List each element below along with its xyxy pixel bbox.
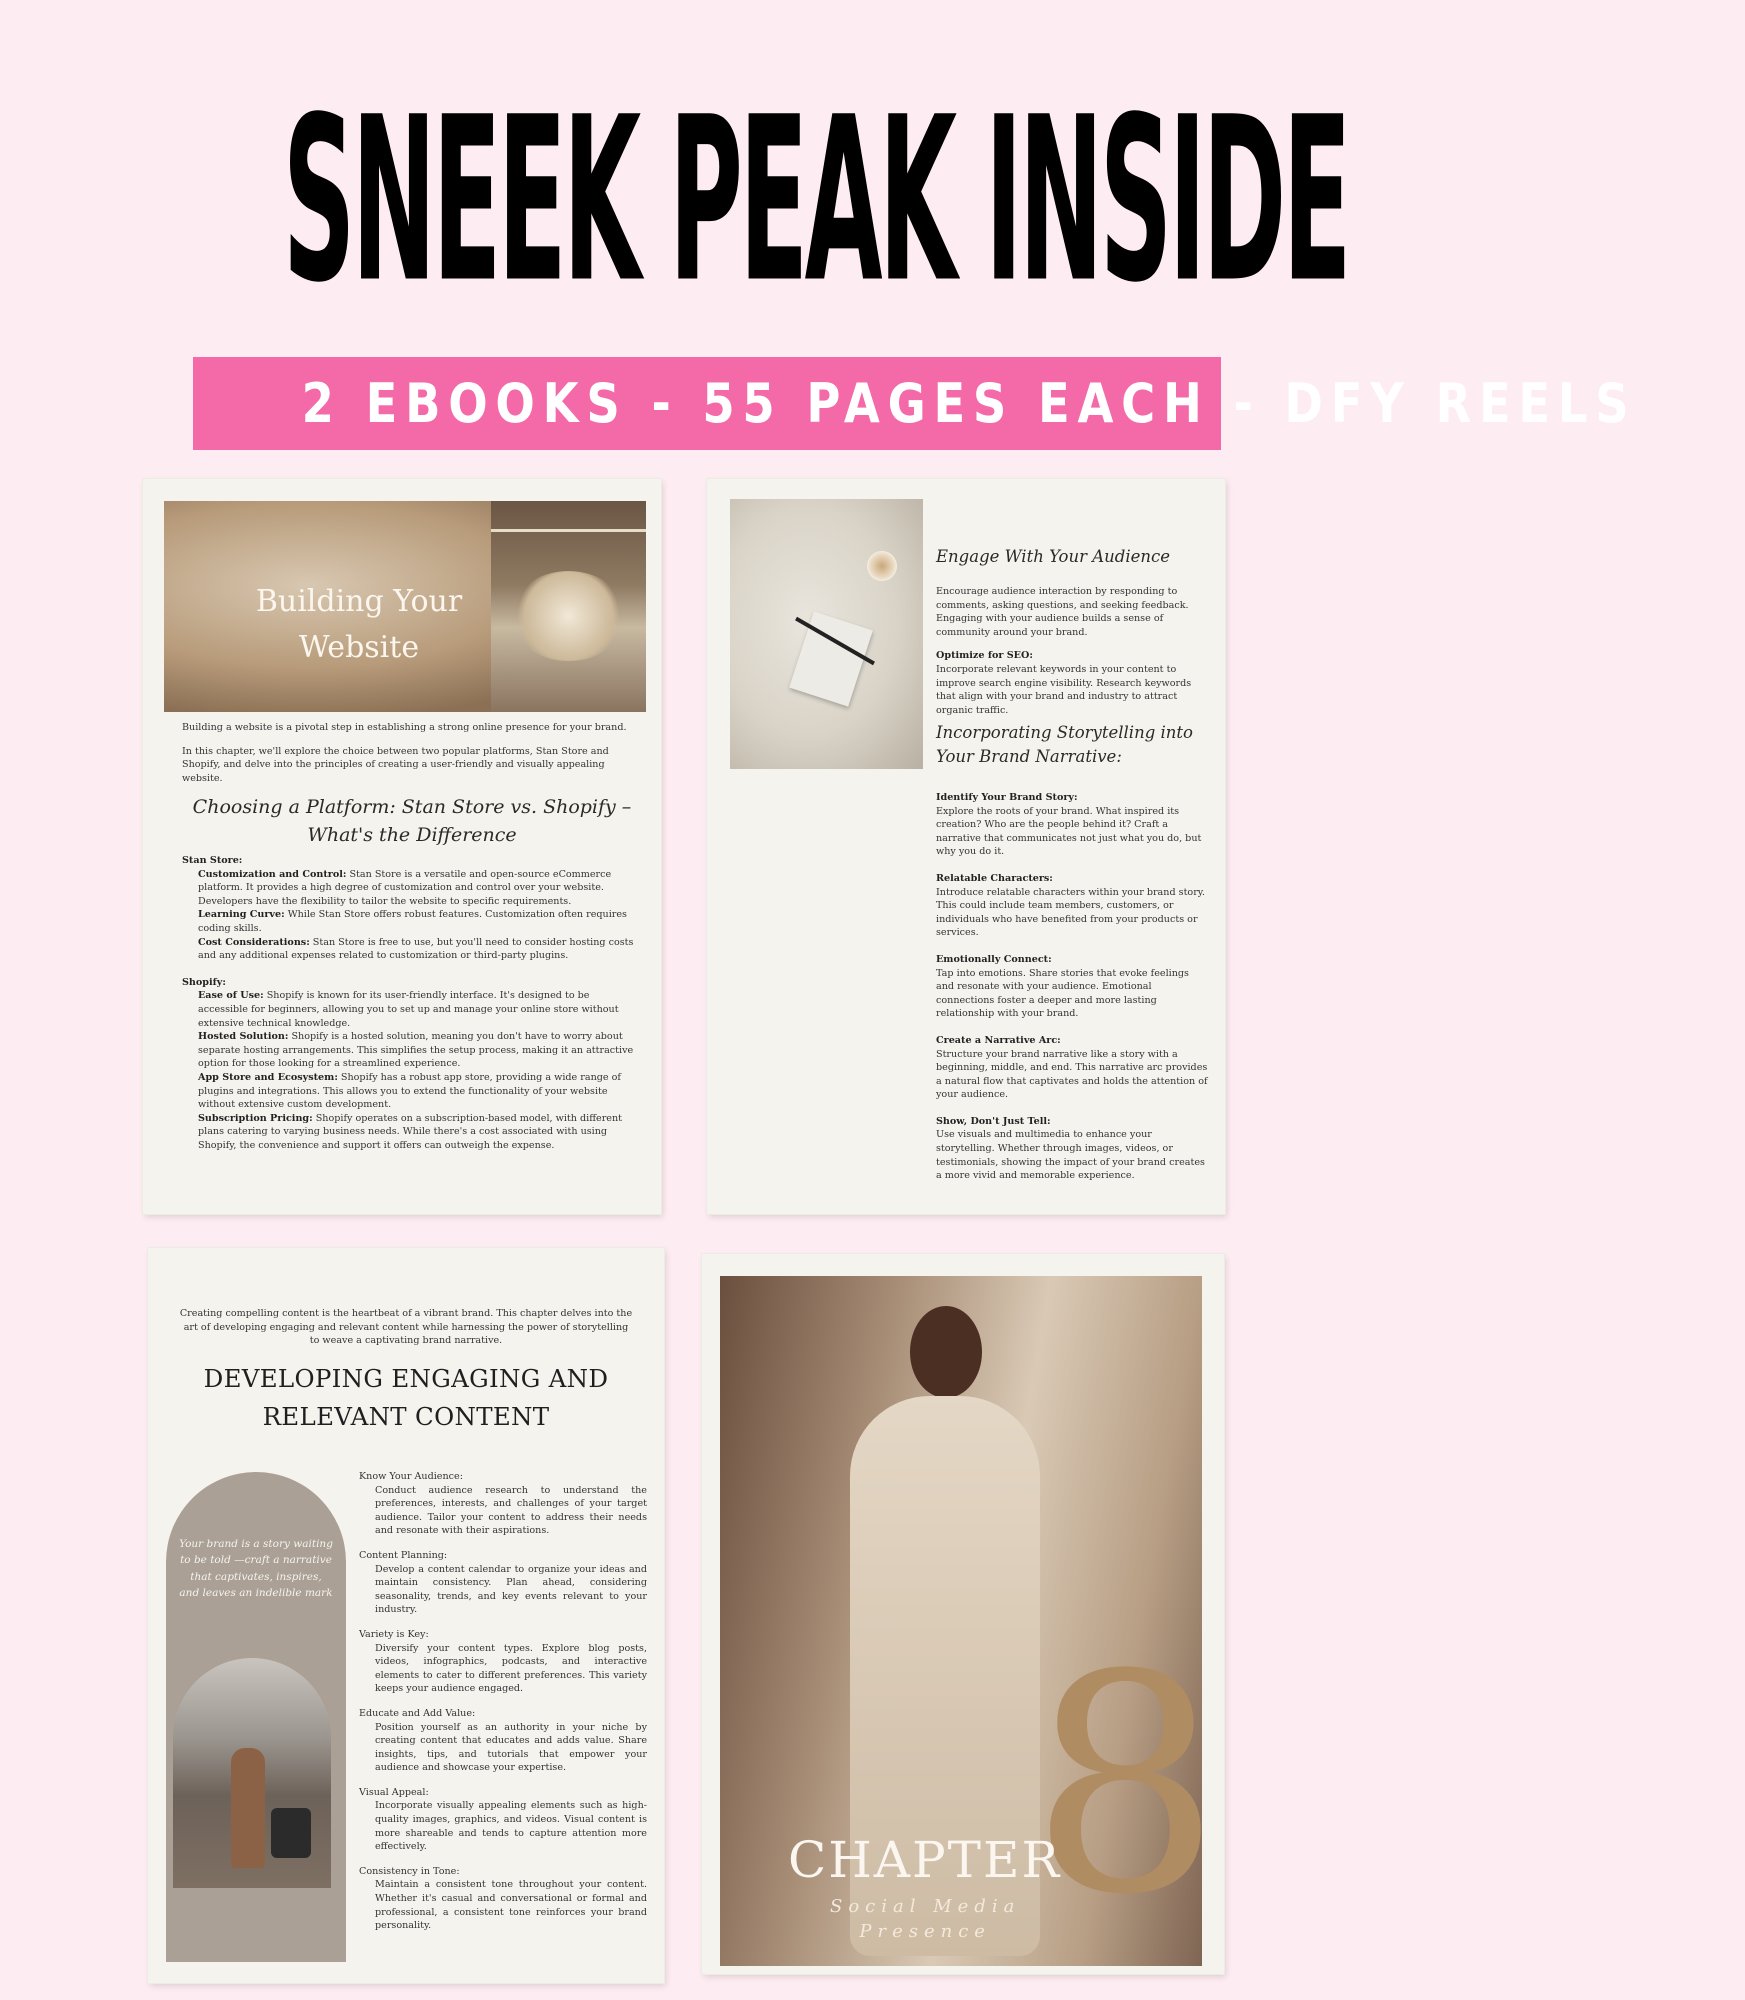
promo-banner-text: 2 EBOOKS - 55 PAGES EACH - DFY REELS <box>301 372 1637 435</box>
intro-paragraph: In this chapter, we'll explore the choice between two popular platforms, Stan Store and Shopify, and delve into the principles of creating a user-friendly and visually appealing website. <box>182 745 609 784</box>
pull-quote: Your brand is a story waiting to be told —craft a narrative that captivates, inspires, and leaves an indelible mark <box>179 1538 333 1599</box>
list-item: Emotionally Connect: Tap into emotions. Share stories that evoke feelings and resonate with your audience. Emotional connections foster a deeper and more lasting relationship with your brand. <box>936 953 1189 1020</box>
shelf-photo <box>491 501 646 712</box>
stroller-shape <box>271 1808 311 1858</box>
ebook-page-content <box>148 1248 664 1983</box>
stan-heading: Stan Store: <box>182 855 243 866</box>
cup-shape <box>867 551 897 581</box>
subtitle-line: Social Media <box>830 1896 1021 1917</box>
ebook-chapter-cover <box>702 1254 1224 1974</box>
list-item: Know Your Audience: Conduct audience research to understand the preferences, interests, and challenges of your target audience. Tailor your content to address their needs and resonate with their aspirations. <box>359 1471 647 1537</box>
list-item: Consistency in Tone: Maintain a consistent tone throughout your content. Whether it's casual and conversational or formal and professional, a consistent tone reinforces your brand personality. <box>359 1865 647 1932</box>
shopify-list <box>182 989 642 1152</box>
list-item: Content Planning: Develop a content calendar to organize your ideas and maintain consistency. Plan ahead, considering seasonality, trends, and key events relevant to your industry. <box>359 1549 647 1616</box>
woman-head <box>910 1306 982 1398</box>
notebook-shape <box>789 611 873 706</box>
section-title: Choosing a Platform: Stan Store vs. Shopify – What's the Difference <box>192 796 632 846</box>
engage-text: Encourage audience interaction by responding to comments, asking questions, and seeking feedback. Engaging with your audience builds a sense of community around your brand. <box>936 586 1189 638</box>
seo-text: Incorporate relevant keywords in your content to improve search engine visibility. Research keywords that align with your brand and industry to attract organic traffic. <box>936 663 1192 716</box>
desk-photo <box>730 499 923 769</box>
storytelling-title: Incorporating Storytelling into Your Brand Narrative: <box>936 723 1193 766</box>
list-item: Show, Don't Just Tell: Use visuals and multimedia to enhance your storytelling. Whether through images, videos, or testimonials, showing the impact of your brand creates a more vivid and memorable experience. <box>936 1115 1205 1182</box>
title-line: DEVELOPING ENGAGING AND <box>203 1364 609 1393</box>
park-photo <box>173 1658 331 1888</box>
shopify-heading: Shopify: <box>182 976 226 988</box>
hero-image <box>164 501 646 712</box>
list-item: App Store and Ecosystem: Shopify has a robust app store, providing a wide range of plugins and integrations. This allows you to extend the functionality of your website without extensive custom development. <box>198 1071 621 1111</box>
list-item: Identify Your Brand Story: Explore the roots of your brand. What inspired its creation? Who are the people behind it? Craft a narrative that communicates not just what you do, but why you do it. <box>936 792 1202 858</box>
list-item: Educate and Add Value: Position yourself as an authority in your niche by creating content that educates and adds value. Share insights, tips, and tutorials that empower your audience and showcase your expertise. <box>359 1707 647 1774</box>
stan-list <box>182 868 642 963</box>
list-item: Customization and Control: Stan Store is a versatile and open-source eCommerce platform. It provides a high degree of customization and control over your website. Developers have the flexibility to tailor the website to specific requirements. <box>198 868 612 907</box>
intro-text <box>182 721 642 795</box>
storytelling-list <box>936 791 1208 1183</box>
engage-title: Engage With Your Audience <box>936 547 1171 566</box>
cover-photo <box>720 1276 1221 1966</box>
headline: SNEEK PEAK INSIDE <box>282 67 1348 333</box>
subtitle-line: Presence <box>859 1921 991 1942</box>
promo-banner <box>193 357 1637 450</box>
list-item: Subscription Pricing: Shopify operates on a subscription-based model, with different plans catering to varying business needs. While there's a cost associated with using Shopify, the convenience and support it offers can outweigh the expense. <box>198 1112 623 1151</box>
ebook-page-storytelling <box>707 479 1225 1214</box>
seo-label: Optimize for SEO: <box>936 650 1033 662</box>
chapter-subtitle <box>830 1894 1020 1944</box>
list-item: Ease of Use: Shopify is known for its user-friendly interface. It's designed to be accessible for beginners, allowing you to set up and manage your online store without extensive technical knowledge. <box>198 990 619 1029</box>
chapter-word: CHAPTER <box>788 1831 1062 1889</box>
hero-title: Building Your Website <box>255 584 463 665</box>
woman-figure <box>231 1748 265 1868</box>
list-item: Create a Narrative Arc: Structure your brand narrative like a story with a beginning, middle, and end. This narrative arc provides a natural flow that captivates and holds the attention of your audience. <box>936 1034 1208 1101</box>
lead-text: Creating compelling content is the heartbeat of a vibrant brand. This chapter delves into the art of developing engaging and relevant content while harnessing the power of storytelling to weave a captivating brand narrative. <box>179 1308 633 1347</box>
list-item: Cost Considerations: Stan Store is free to use, but you'll need to consider hosting costs and any additional expenses related to customization or third-party plugins. <box>198 936 634 962</box>
title-line: RELEVANT CONTENT <box>262 1402 550 1431</box>
chapter-number: 8 <box>1030 1611 1221 1960</box>
ebook-page-building-website <box>143 479 661 1214</box>
content-tips-list <box>359 1470 647 1944</box>
list-item: Variety is Key: Diversify your content types. Explore blog posts, videos, infographics, podcasts, and interactive elements to cater to different preferences. This variety keeps your audience engaged. <box>359 1628 647 1695</box>
platform-comparison <box>182 854 642 1152</box>
list-item: Relatable Characters: Introduce relatable characters within your brand story. This could include team members, customers, or individuals who have benefited from your products or services. <box>936 872 1205 939</box>
list-item: Visual Appeal: Incorporate visually appealing elements such as high-quality images, graphics, and videos. Visual content is more shareable and tends to capture attention more effectively. <box>359 1786 647 1853</box>
intro-paragraph: Building a website is a pivotal step in establishing a strong online presence for your brand. <box>182 722 627 733</box>
quote-arch <box>166 1472 346 1962</box>
list-item: Learning Curve: While Stan Store offers robust features. Customization often requires coding skills. <box>198 909 627 934</box>
engage-section <box>936 585 1208 717</box>
page-title <box>168 1360 644 1436</box>
list-item: Hosted Solution: Shopify is a hosted solution, meaning you don't have to worry about separate hosting arrangements. This simplifies the setup process, making it an attractive option for those looking for a streamlined experience. <box>198 1031 634 1070</box>
